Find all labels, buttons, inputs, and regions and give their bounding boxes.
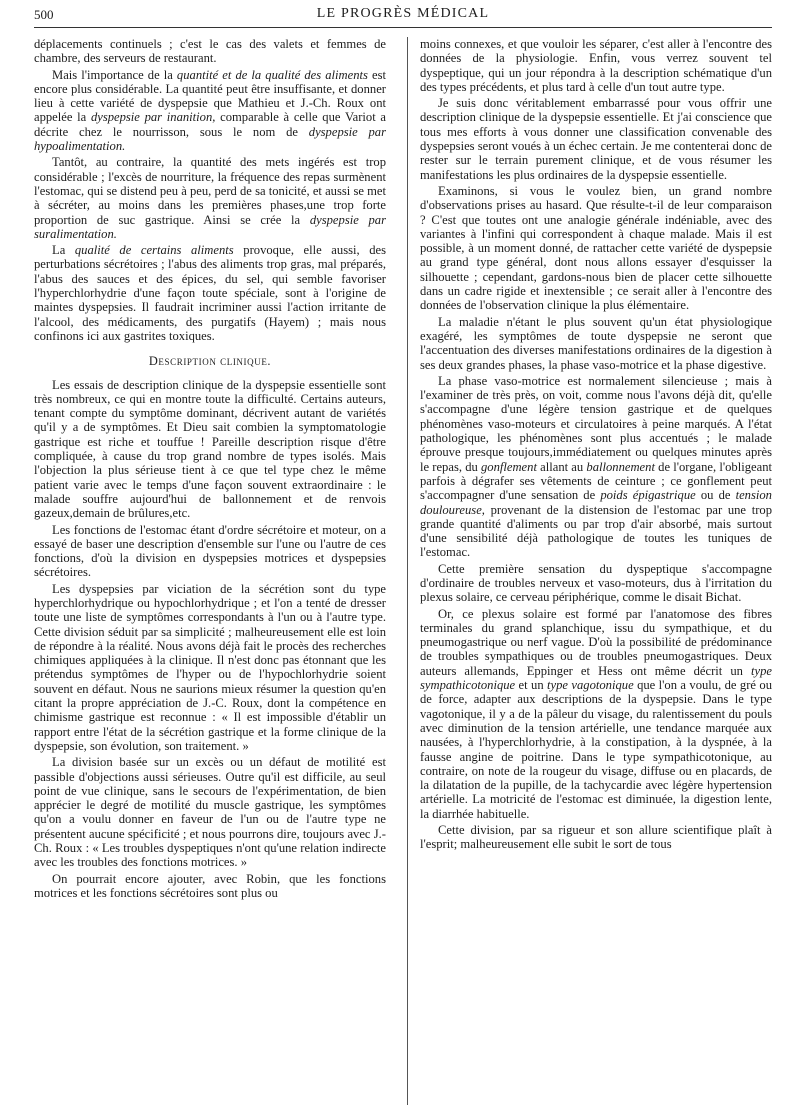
paragraph: La maladie n'étant le plus souvent qu'un état physiologique exagéré, les symptômes de toute dyspepsie ne seront que l'accentuation des diverses manifestations ordinaires de la digestion à ses deux grandes phases, la phase vaso-motrice et la phase digestive. [420,314,772,372]
left-column [34,37,386,1105]
journal-title: LE PROGRÈS MÉDICAL [316,6,490,21]
paragraph: Examinons, si vous le voulez bien, un grand nombre d'observations prises au hasard. Que résulte-t-il de leur comparaison ? C'est que toutes ont une analogie générale indéniable, avec des variantes à l'infini qui correspondent à chaque malade. Mais il est possible, à un moment donné, de rattacher cette variété de dyspepsie au grand type général, dont nous allons essayer d'esquisser la silhouette ; cependant, gardons-nous bien de placer cette silhouette dans un cadre rigide et inextensible ; ce serait aller à l'encontre des données de l'observation clinique la plus élémentaire. [420,183,772,313]
paragraph: La division basée sur un excès ou un défaut de motilité est passible d'objections aussi sérieuses. Outre qu'il est difficile, au seul point de vue clinique, sans le secours de l'expérimentation, de bien apprécier le degré de motilité du muscle gastrique, les symptômes qu'on a voulu donner en faveur de l'un ou de l'autre type ne présentent aucune spécificité ; et nous pourrons dire, toujours avec J.-Ch. Roux : « Les troubles dyspeptiques n'ont qu'une relation indirecte avec les troubles des fonctions motrices. » [34,755,386,870]
paragraph: Or, ce plexus solaire est formé par l'anatomose des fibres terminales du grand splanchique, issu du sympathique, et du pneumogastrique ou nerf vague. D'où la possibilité de prédominance de troubles sympathiques ou de troubles pneumogastriques. Deux auteurs allemands, Eppinger et Hess ont même décrit un type sympathicotonique et un type vagotonique que l'on a voulu, de gré ou de force, adapter aux descriptions de la dyspepsie. Dans le type vagotonique, il y a de la pâleur du visage, du ralentissement du pouls avec diminution de la tension artérielle, une tendance marquée aux nausées, à l'hyperchlorhydrie, à la constipation, à la dyspnée, à la fausse angine de poitrine. Dans le type sympathicotonique, au contraire, on note de la rougeur du visage, diffuse ou en placards, de la dilatation de la pupille, de la tachycardie avec légère hypertension artérielle. La motricité de l'estomac est diminuée, la digestion lente, la diarrhée habituelle. [420,606,772,821]
paragraph: La qualité de certains aliments provoque, elle aussi, des perturbations sécrétoires ; l'abus des aliments trop gras, mal préparés, l'abus des sauces et des épices, du sel, qui semble favoriser l'hyperchlorhydrie d'une façon toute spéciale, sont à l'origine de maintes dyspepsies. Il faudrait incriminer aussi l'action irritante de l'alcool, des médicaments, des purgatifs (Hayem) ; mais nous confinons ici aux gastrites toxiques. [34,243,386,343]
column-rule [407,37,408,1105]
header-rule [34,27,772,28]
page-number: 500 [34,7,54,22]
paragraph: déplacements continuels ; c'est le cas des valets et femmes de chambre, des serveurs de restaurant. [34,37,386,66]
paragraph: On pourrait encore ajouter, avec Robin, que les fonctions motrices et les fonctions sécrétoires sont plus ou [34,871,386,900]
paragraph: moins connexes, et que vouloir les séparer, c'est aller à l'encontre des données de la physiologie. Enfin, vous verrez souvent tel dyspeptique, qui un jour répondra à la description schématique d'un des types précédents, et plus tard à celle d'un tout autre type. [420,37,772,94]
paragraph: Je suis donc véritablement embarrassé pour vous offrir une description clinique de la dyspepsie essentielle. Et j'ai conscience que tous mes efforts à vous donner une classification convenable des dyspepsies seront voués à un échec certain. Je me contenterai donc de rester sur le terrain purement clinique, et de vous résumer les manifestations les plus ordinaires de la dyspepsie essentielle. [420,96,772,182]
running-header [34,6,772,24]
paragraph: Tantôt, au contraire, la quantité des mets ingérés est trop considérable ; l'excès de nourriture, la fréquence des repas surmènent l'estomac, qui se distend peu à peu, perd de sa tonicité, et aussi se met à sécréter, au moins dans les premières phases,une trop forte proportion de suc gastrique. Ainsi se crée la dyspepsie par suralimentation. [34,155,386,241]
paragraph: Les fonctions de l'estomac étant d'ordre sécrétoire et moteur, on a essayé de baser une description d'ensemble sur l'une ou l'autre de ces fonctions, d'où la division en dyspepsies motrices et dyspepsies sécrétoires. [34,522,386,580]
paragraph: Les essais de description clinique de la dyspepsie essentielle sont très nombreux, ce qui en montre toute la difficulté. Certains auteurs, tenant compte du symptôme dominant, décrivent autant de variétés qu'il y a de symptômes. Et Dieu sait combien la symptomatologie gastrique est riche et touffue ! Pareille description risque d'être compliquée, à cause du trop grand nombre de types isolés. Mais l'objection la plus sérieuse tient à ce que tel type chez le même patient varie avec le temps d'une façon souvent extraordinaire : le malade souffre aujourd'hui de ballonnement et de renvois gazeux,demain de brûlures,etc. [34,377,386,521]
right-column [420,37,772,1105]
paragraph: Cette première sensation du dyspeptique s'accompagne d'ordinaire de troubles nerveux et vaso-moteurs, dus à l'irritation du plexus solaire, ce cerveau périphérique, comme le disait Bichat. [420,561,772,605]
paragraph: Les dyspepsies par viciation de la sécrétion sont du type hyperchlorhydrique ou hypochlorhydrique ; et l'on a tenté de dresser toute une liste de symptômes correspondants à l'un ou à l'autre type. Cette division séduit par sa simplicité ; malheureusement elle est loin de répondre à la réalité. Nous avons déjà fait le procès des recherches chimiques appliquées à la clinique. Il n'est donc pas étonnant que les prétendus symptômes de l'hyper ou de l'hypochlorhydrie soient souvent en défaut. Nous ne saurions mieux résumer la question qu'en citant la propre appréciation de J.-C. Roux, dont la compétence en chimisme gastrique est reconnue : « Il est impossible d'établir un rapport entre l'état de la sécrétion gastrique et la forme clinique de la dyspepsie, son évolution, son traitement. » [34,581,386,753]
paragraph: Mais l'importance de la quantité et de la qualité des aliments est encore plus considérable. La quantité peut être insuffisante, et donner lieu à cette variété de dyspepsie que Mathieu et J.-Ch. Roux ont appelée la dyspepsie par inanition, comparable à celle que Variot a décrite chez le nourrisson, sous le nom de dyspepsie par hypoalimentation. [34,67,386,154]
paragraph: La phase vaso-motrice est normalement silencieuse ; mais à l'examiner de très près, on voit, comme nous l'avons déjà dit, qu'elle s'accompagne d'une légère tension gastrique et de quelques phénomènes vaso-moteurs et circulatoires à peine marqués. A l'état pathologique, les phénomènes sont plus accentués ; le malade éprouve presque toujours,immédiatement ou quelques minutes après le repas, du gonflement allant au ballonnement de l'organe, l'obligeant parfois à dégrafer ses vêtements de ceinture ; ce gonflement peut s'accompagner d'une sensation de poids épigastrique ou de tension douloureuse, provenant de la distension de l'estomac par une trop grande quantité d'aliments ou par trop d'air absorbé, mais surtout d'une sensibilité déjà pathologique de toutes les tuniques de l'estomac. [420,373,772,560]
section-heading: Description clinique. [148,354,272,369]
paragraph: Cette division, par sa rigueur et son allure scientifique plaît à l'esprit; malheureusement elle subit le sort de tous [420,823,772,852]
